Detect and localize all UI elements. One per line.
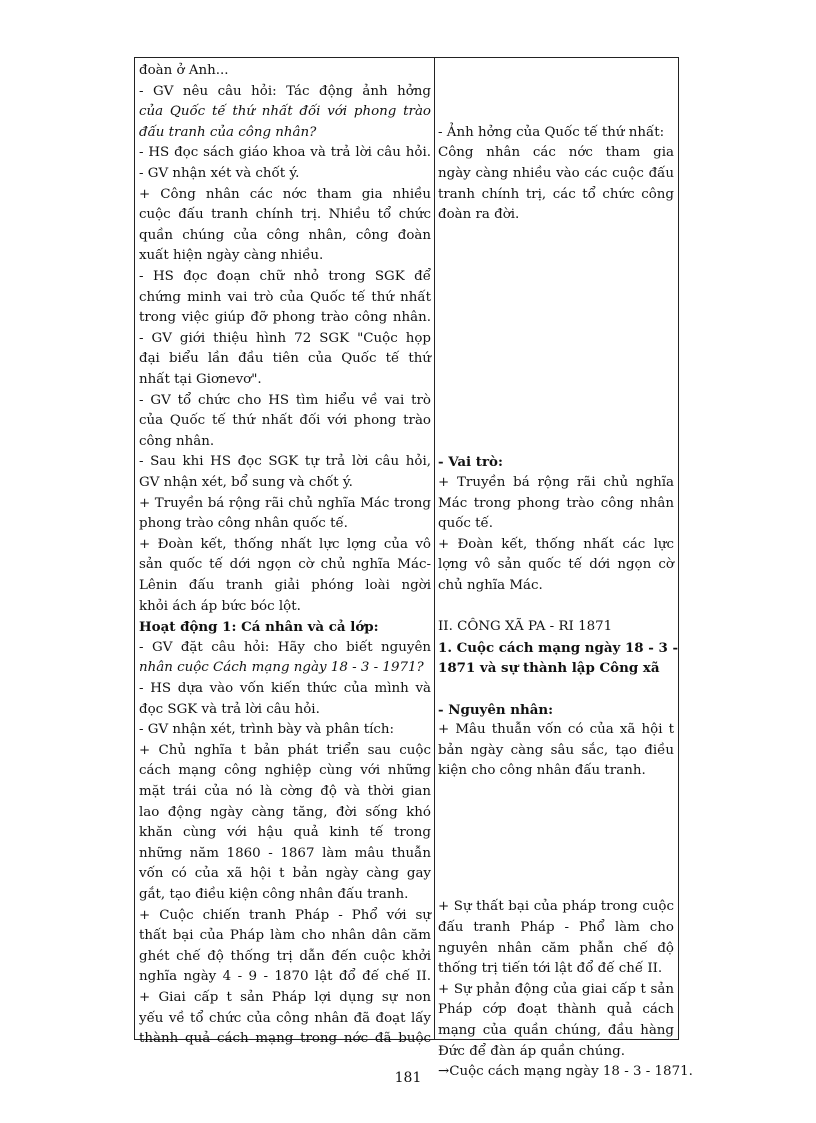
right-text-line: 1. Cuộc cách mạng ngày 18 - 3 - [438,639,679,656]
right-text-line: thống trị tiến tới lật đổ đế chế II. [438,961,663,977]
right-text-line: Đức để đàn áp quần chúng. [438,1043,625,1059]
left-text-line: quần chúng của công nhân, công đoàn [139,227,431,243]
right-text-line: tranh chính trị, các tổ chức công [438,186,674,202]
left-text-line: mặt trái của nó là cờng độ và thời gian [139,784,431,799]
left-text-line: - GV nhận xét, trình bày và phân tích: [139,722,394,738]
left-text-line: gắt, tạo điều kiện công nhân đấu tranh. [139,887,409,902]
left-text-line: nhất tại Giơnevơ". [139,372,262,387]
left-text-line: của Quốc tế thứ nhất đối với phong trào [139,413,431,429]
right-text-line: - Nguyên nhân: [438,701,554,718]
left-text-line: vốn có của xã hội t bản ngày càng gay [139,866,431,882]
right-text-line: 1871 và sự thành lập Công xã [438,660,660,677]
right-text-line: Mác trong phong trào công nhân [438,495,674,511]
left-text-line: - Sau khi HS đọc SGK tự trả lời câu hỏi, [139,454,431,470]
left-text-line: lao động ngày càng tăng, đời sống khó [139,804,431,820]
right-text-line: nguyên nhân căm phẫn chế độ [438,940,674,956]
left-text-line: - HS đọc sách giáo khoa và trả lời câu hỏi. [139,145,431,161]
left-text-line: nhân cuộc Cách mạng ngày 18 - 3 - 1971? [139,660,424,676]
right-text-line: II. CÔNG XÃ PA - RI 1871 [438,619,613,635]
right-text-line: + Đoàn kết, thống nhất các lực [438,536,674,552]
left-text-line: phong trào công nhân quốc tế. [139,516,348,532]
right-text-line: + Sự thất bại của pháp trong cuộc [438,899,674,915]
left-text-line: đại biểu lần đầu tiên của Quốc tế thứ [139,351,431,367]
left-text-line: - HS dựa vào vốn kiến thức của mình và [139,681,431,696]
left-text-line: Hoạt động 1: Cá nhân và cả lớp: [139,619,379,636]
right-text-line: - Vai trò: [438,454,503,471]
left-text-line: cuộc đấu tranh chính trị. Nhiều tổ chức [139,207,431,223]
left-text-line: xuất hiện ngày càng nhiều. [139,248,324,264]
right-text-line: + Sự phản động của giai cấp t sản [438,981,674,997]
left-text-line: + Chủ nghĩa t bản phát triển sau cuộc [139,742,431,758]
right-text-line: chủ nghĩa Mác. [438,578,543,593]
left-text-line: + Truyền bá rộng rãi chủ nghĩa Mác trong [139,495,431,511]
left-text-line: + Đoàn kết, thống nhất lực lợng của vô [139,536,431,552]
left-text-line: đọc SGK và trả lời câu hỏi. [139,701,320,717]
left-text-line: - GV nhận xét và chốt ý. [139,166,300,181]
left-text-line: + Giai cấp t sản Pháp lợi dụng sự non [139,990,431,1005]
right-text-line: Pháp cớp đoạt thành quả cách [438,1002,674,1018]
right-text-line: + Mâu thuẫn vốn có của xã hội t [438,722,674,738]
left-text-line: thất bại của Pháp làm cho nhân dân căm [139,928,431,944]
left-text-line: những năm 1860 - 1867 làm mâu thuẫn [139,845,431,861]
left-text-line: yếu về tổ chức của công nhân đã đoạt lấy [139,1010,431,1026]
page-number: 181 [394,1070,422,1086]
left-text-line: - GV nêu câu hỏi: Tác động ảnh hởng [139,83,431,99]
right-text-line: lợng vô sản quốc tế dới ngọn cờ [438,557,674,573]
right-text-line: - Ảnh hởng của Quốc tế thứ nhất: [438,124,665,140]
left-text-line: của Quốc tế thứ nhất đối với phong trào [139,104,431,120]
left-text-line: + Cuộc chiến tranh Pháp - Phổ với sự [139,907,431,923]
right-text-line: đoàn ra đời. [438,207,520,223]
right-text-line: Công nhân các nớc tham gia [438,145,674,161]
left-text-line: chứng minh vai trò của Quốc tế thứ nhất [139,289,431,305]
left-text-line: trong việc giúp đỡ phong trào công nhân. [139,310,431,326]
left-text-line: đấu tranh của công nhân? [139,124,317,140]
right-text-line: + Truyền bá rộng rãi chủ nghĩa [438,475,674,490]
left-text-line: - HS đọc đoạn chữ nhỏ trong SGK để [139,269,431,284]
left-text-line: cách mạng công nghiệp cùng với những [139,763,431,779]
right-text-line: kiện cho công nhân đấu tranh. [438,763,646,779]
right-text-line: ngày càng nhiều vào các cuộc đấu [438,166,674,181]
right-text-line: bản ngày càng sâu sắc, tạo điều [438,742,674,758]
column-divider [434,58,435,1039]
left-text-line: khỏi ách áp bức bóc lột. [139,598,301,614]
left-text-line: khăn cùng với hậu quả kinh tế trong [139,825,431,841]
left-text-line: sản quốc tế dới ngọn cờ chủ nghĩa Mác- [139,557,431,573]
left-text-line: công nhân. [139,433,215,449]
right-text-line: →Cuộc cách mạng ngày 18 - 3 - 1871. [438,1064,693,1080]
right-text-line: mạng của quần chúng, đầu hàng [438,1022,674,1038]
left-text-line: nghĩa ngày 4 - 9 - 1870 lật đổ đế chế II. [139,969,431,985]
right-text-line: quốc tế. [438,516,494,532]
left-text-line: GV nhận xét, bổ sung và chốt ý. [139,475,353,490]
left-text-line: thành quả cách mạng trong nớc đã buộc [139,1031,431,1047]
left-text-line: - GV tổ chức cho HS tìm hiểu về vai trò [139,392,431,408]
left-text-line: Lênin đấu tranh giải phóng loài ngời [139,578,431,593]
left-text-line: + Công nhân các nớc tham gia nhiều [139,186,431,202]
left-text-line: đoàn ở Anh... [139,63,229,78]
left-text-line: - GV đặt câu hỏi: Hãy cho biết nguyên [139,639,431,655]
left-text-line: - GV giới thiệu hình 72 SGK "Cuộc họp [139,330,431,346]
right-text-line: đấu tranh Pháp - Phổ làm cho [438,919,674,935]
left-text-line: ghét chế độ thống trị dẫn đến cuộc khởi [139,948,431,964]
